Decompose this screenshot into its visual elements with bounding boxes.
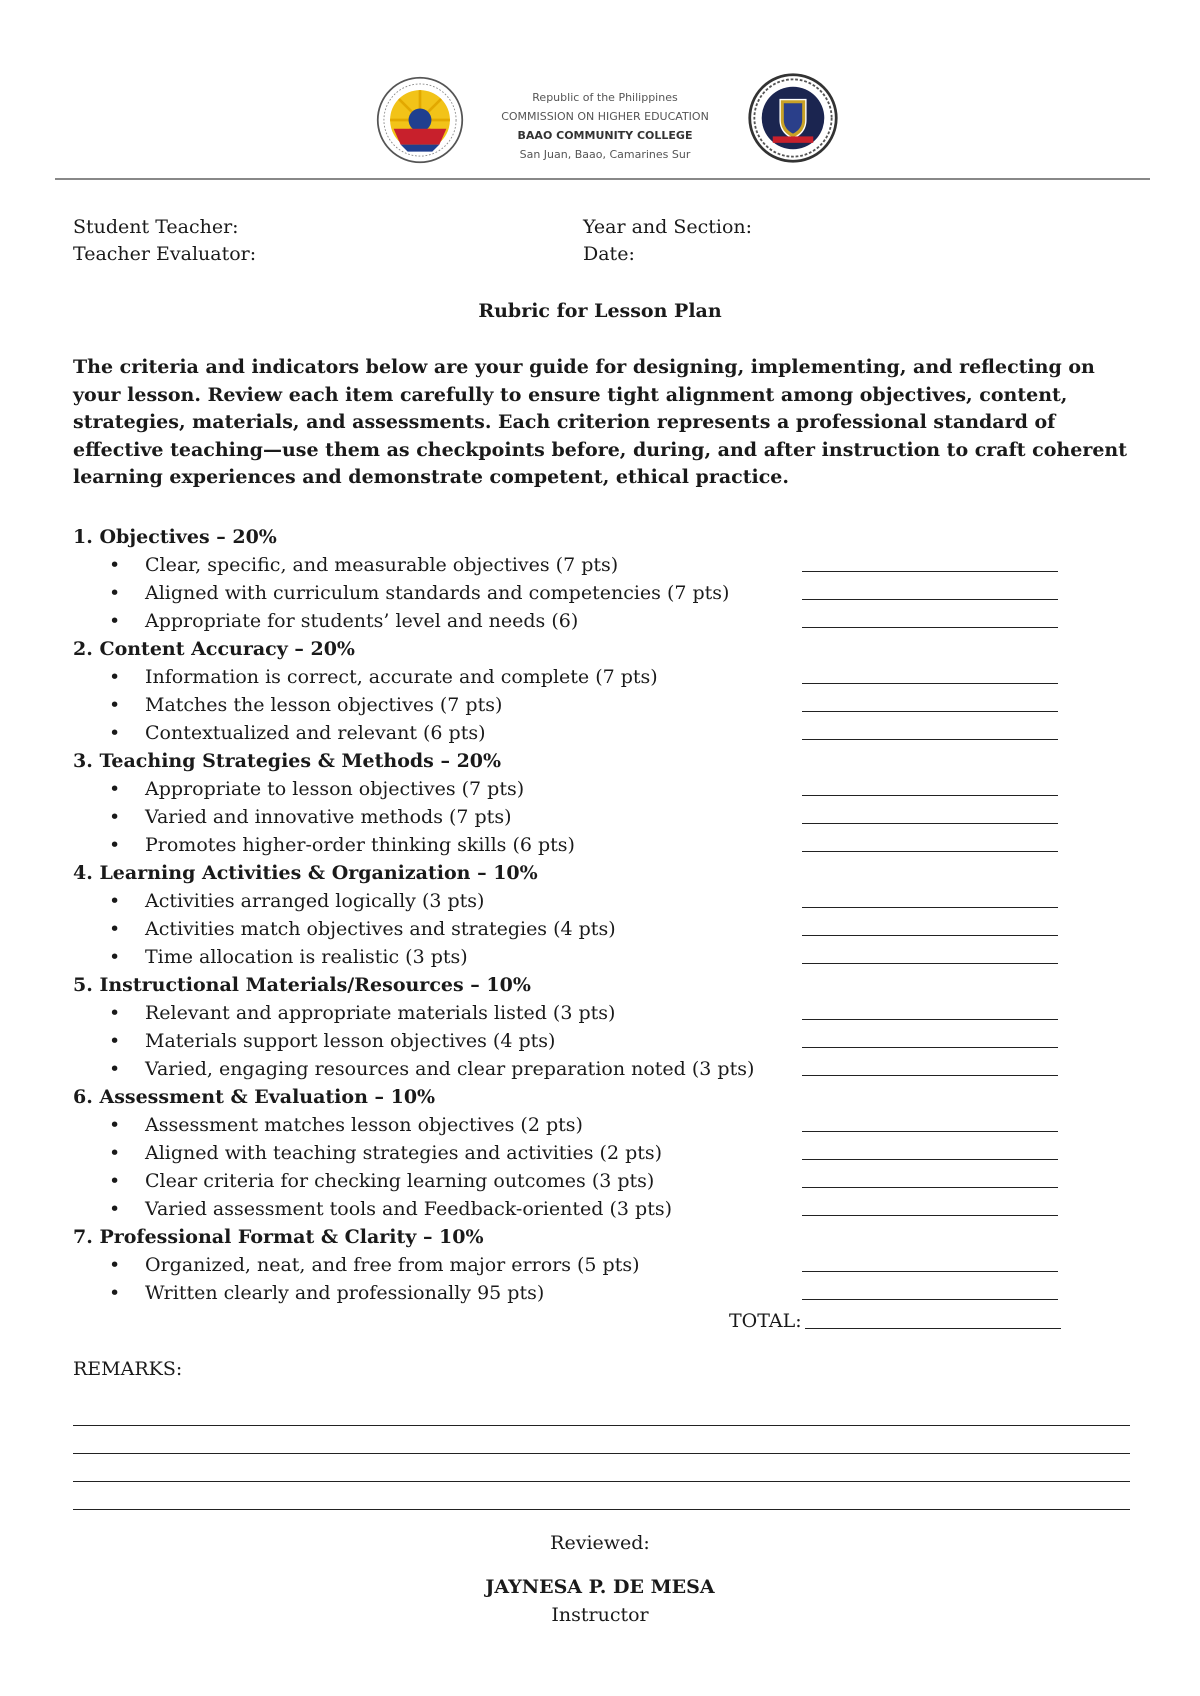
bullet-icon: • xyxy=(109,834,121,856)
score-blank-line[interactable] xyxy=(802,935,1058,936)
criterion-item xyxy=(73,1111,1073,1139)
criterion-heading: 6. Assessment & Evaluation – 10% xyxy=(73,1086,436,1108)
score-blank-line[interactable] xyxy=(802,739,1058,740)
score-blank-line[interactable] xyxy=(802,599,1058,600)
bullet-icon: • xyxy=(109,666,121,688)
letterhead-country: Republic of the Philippines xyxy=(532,91,678,104)
page-title: Rubric for Lesson Plan xyxy=(478,300,722,322)
criterion-item-label: Clear, specific, and measurable objectives (7 pts) xyxy=(145,554,619,576)
criterion-item-label: Organized, neat, and free from major errors (5 pts) xyxy=(145,1254,640,1276)
criterion-item xyxy=(73,1251,1073,1279)
criterion-item-label: Materials support lesson objectives (4 pts) xyxy=(145,1030,556,1052)
criterion-item xyxy=(73,663,1073,691)
score-blank-line[interactable] xyxy=(802,1187,1058,1188)
letterhead-address: San Juan, Baao, Camarines Sur xyxy=(519,148,691,161)
score-blank-line[interactable] xyxy=(802,627,1058,628)
total-blank-line[interactable] xyxy=(805,1328,1061,1329)
bullet-icon: • xyxy=(109,1002,121,1024)
criterion-item-label: Clear criteria for checking learning outcomes (3 pts) xyxy=(145,1170,655,1192)
criterion-item-label: Promotes higher-order thinking skills (6 pts) xyxy=(145,834,575,856)
remarks-line[interactable] xyxy=(73,1425,1130,1426)
score-blank-line[interactable] xyxy=(802,1299,1058,1300)
score-blank-line[interactable] xyxy=(802,1019,1058,1020)
criterion-item-label: Time allocation is realistic (3 pts) xyxy=(145,946,468,968)
college-seal-icon xyxy=(747,72,839,164)
bullet-icon: • xyxy=(109,890,121,912)
criterion-item xyxy=(73,831,1073,859)
criterion-heading: 1. Objectives – 20% xyxy=(73,526,277,548)
score-blank-line[interactable] xyxy=(802,683,1058,684)
total-label: TOTAL: xyxy=(729,1310,802,1332)
score-blank-line[interactable] xyxy=(802,851,1058,852)
year-section-label: Year and Section: xyxy=(583,216,753,238)
bullet-icon: • xyxy=(109,694,121,716)
ched-seal-icon xyxy=(376,76,464,164)
bullet-icon: • xyxy=(109,1030,121,1052)
criterion-item-label: Aligned with teaching strategies and activities (2 pts) xyxy=(145,1142,663,1164)
score-blank-line[interactable] xyxy=(802,1215,1058,1216)
criterion-item-label: Contextualized and relevant (6 pts) xyxy=(145,722,486,744)
bullet-icon: • xyxy=(109,1282,121,1304)
bullet-icon: • xyxy=(109,1142,121,1164)
criterion-item-label: Appropriate to lesson objectives (7 pts) xyxy=(145,778,525,800)
score-blank-line[interactable] xyxy=(802,1159,1058,1160)
criterion-item xyxy=(73,1027,1073,1055)
score-blank-line[interactable] xyxy=(802,1131,1058,1132)
criterion-item-label: Written clearly and professionally 95 pts) xyxy=(145,1282,545,1304)
remarks-line[interactable] xyxy=(73,1481,1130,1482)
criterion-item xyxy=(73,943,1073,971)
criterion-item xyxy=(73,579,1073,607)
date-label: Date: xyxy=(583,243,635,265)
criterion-heading: 2. Content Accuracy – 20% xyxy=(73,638,355,660)
criterion-item-label: Appropriate for students’ level and needs (6) xyxy=(145,610,579,632)
bullet-icon: • xyxy=(109,1254,121,1276)
bullet-icon: • xyxy=(109,582,121,604)
letterhead-text xyxy=(474,88,736,164)
bullet-icon: • xyxy=(109,806,121,828)
bullet-icon: • xyxy=(109,946,121,968)
criterion-item xyxy=(73,691,1073,719)
bullet-icon: • xyxy=(109,610,121,632)
bullet-icon: • xyxy=(109,1058,121,1080)
reviewer-title: Instructor xyxy=(551,1604,649,1626)
criterion-item xyxy=(73,551,1073,579)
total-row xyxy=(73,1307,1073,1335)
letterhead xyxy=(0,70,1200,170)
criterion-item-label: Aligned with curriculum standards and competencies (7 pts) xyxy=(145,582,730,604)
criterion-item xyxy=(73,1279,1073,1307)
teacher-evaluator-label: Teacher Evaluator: xyxy=(73,243,257,265)
letterhead-college: BAAO COMMUNITY COLLEGE xyxy=(517,129,693,142)
criterion-item-label: Matches the lesson objectives (7 pts) xyxy=(145,694,503,716)
bullet-icon: • xyxy=(109,1198,121,1220)
criterion-heading: 7. Professional Format & Clarity – 10% xyxy=(73,1226,484,1248)
criterion-item xyxy=(73,1139,1073,1167)
criterion-item-label: Assessment matches lesson objectives (2 pts) xyxy=(145,1114,583,1136)
score-blank-line[interactable] xyxy=(802,711,1058,712)
remarks-line[interactable] xyxy=(73,1509,1130,1510)
criterion-heading: 5. Instructional Materials/Resources – 10% xyxy=(73,974,531,996)
criterion-item xyxy=(73,915,1073,943)
criterion-item xyxy=(73,719,1073,747)
score-blank-line[interactable] xyxy=(802,795,1058,796)
criterion-item-label: Information is correct, accurate and complete (7 pts) xyxy=(145,666,658,688)
criterion-item-label: Varied assessment tools and Feedback-oriented (3 pts) xyxy=(145,1198,672,1220)
criterion-item xyxy=(73,999,1073,1027)
criterion-item xyxy=(73,607,1073,635)
bullet-icon: • xyxy=(109,1114,121,1136)
bullet-icon: • xyxy=(109,722,121,744)
remarks-label: REMARKS: xyxy=(73,1358,183,1380)
criterion-item xyxy=(73,1167,1073,1195)
bullet-icon: • xyxy=(109,918,121,940)
bullet-icon: • xyxy=(109,778,121,800)
student-teacher-label: Student Teacher: xyxy=(73,216,239,238)
criterion-item xyxy=(73,803,1073,831)
criterion-heading: 4. Learning Activities & Organization – 10% xyxy=(73,862,538,884)
criterion-item xyxy=(73,775,1073,803)
intro-paragraph: The criteria and indicators below are your guide for designing, implementing, and reflecting on your lesson. Review each item carefully to ensure tight alignment among objectives, content, strategies, materials, and assessments. Each criterion represents a professional standard of effective teaching—use them as checkpoints before, during, and after instruction to craft coherent learning experiences and demonstrate competent, ethical practice. xyxy=(73,356,1128,488)
criterion-item-label: Activities arranged logically (3 pts) xyxy=(145,890,485,912)
score-blank-line[interactable] xyxy=(802,963,1058,964)
bullet-icon: • xyxy=(109,1170,121,1192)
criterion-item-label: Relevant and appropriate materials listed (3 pts) xyxy=(145,1002,616,1024)
letterhead-divider xyxy=(55,178,1150,180)
score-blank-line[interactable] xyxy=(802,1075,1058,1076)
reviewer-name: JAYNESA P. DE MESA xyxy=(485,1576,715,1598)
criterion-item xyxy=(73,887,1073,915)
rubric-criteria xyxy=(73,523,1073,1335)
criterion-heading: 3. Teaching Strategies & Methods – 20% xyxy=(73,750,502,772)
criterion-item-label: Varied and innovative methods (7 pts) xyxy=(145,806,512,828)
criterion-item-label: Varied, engaging resources and clear preparation noted (3 pts) xyxy=(145,1058,755,1080)
score-blank-line[interactable] xyxy=(802,907,1058,908)
criterion-item-label: Activities match objectives and strategies (4 pts) xyxy=(145,918,616,940)
score-blank-line[interactable] xyxy=(802,571,1058,572)
criterion-item xyxy=(73,1055,1073,1083)
score-blank-line[interactable] xyxy=(802,823,1058,824)
criterion-item xyxy=(73,1195,1073,1223)
score-blank-line[interactable] xyxy=(802,1047,1058,1048)
score-blank-line[interactable] xyxy=(802,1271,1058,1272)
reviewed-label: Reviewed: xyxy=(550,1532,650,1554)
bullet-icon: • xyxy=(109,554,121,576)
remarks-line[interactable] xyxy=(73,1453,1130,1454)
letterhead-commission: COMMISSION ON HIGHER EDUCATION xyxy=(501,110,709,123)
